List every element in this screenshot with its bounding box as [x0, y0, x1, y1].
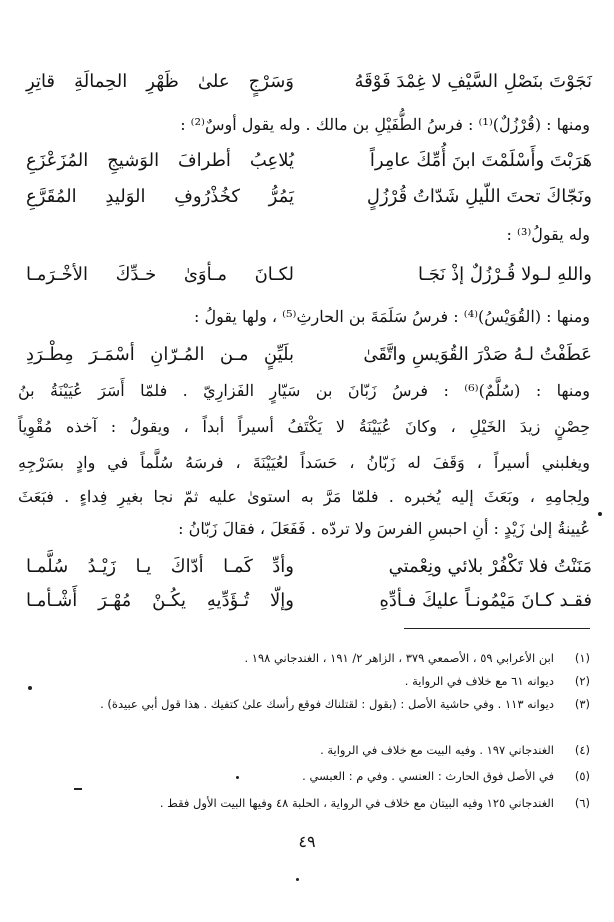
verse-hemistich-left: وأدِّ كَمـا أدّاكَ يـا زَيْـدُ سُلَّمـا	[26, 556, 294, 577]
prose-line-wa-lahu: وله يقولُ⁽³⁾ :	[506, 225, 590, 244]
verse-hemistich-left: يَمُرُّ كخُذْرُوفِ الوَليدِ المُقَرَّعِ	[26, 186, 294, 207]
verse-hemistich-right: مَنَنْتُ فلا تَكْفُرْ بلائي ونِعْمتي	[388, 556, 592, 577]
verse-line-7	[26, 584, 592, 618]
verse-line-6	[26, 550, 592, 584]
prose-line-sullam-2: حِصْنٍ زيدَ الخَيْلِ ، وكانَ عُيَيْنَةُ لا يَكْتَفُ أسيراً أبداً ، ويقولُ : آخذه مُقْوِياً	[18, 417, 590, 436]
footnote-6	[92, 795, 590, 817]
prose-line-sullam-4: ولِجامِهِ ، وبَعَثَ إليه يُخبره . فلمّا مَرَّ به استوىٰ عليه ثمّ نجا بغيرِ فِداءٍ . فبَعَثَ	[18, 487, 590, 506]
footnote-separator	[404, 628, 590, 629]
prose-line-sullam-1: ومنها : (سُلَّمٌ)⁽⁶⁾ : فرسُ زَبّانَ بن سَيّارٍ الفَزارِيّ . فلمّا أَسَرَ عُيَيْنَةُ بنُ	[18, 381, 591, 400]
prose-line-sullam-3: ويغلبني أسيراً ، وَقَفَ له زَبّانُ ، حَسَداً لعُيَيْنَةَ ، فرسَهُ سُلَّماً في وادٍ بسَرْجِهِ	[18, 453, 590, 472]
footnote-2	[92, 673, 590, 695]
verse-line-4	[26, 258, 592, 292]
footnote-text: الغندجاني ١٩٧ . وفيه البيت مع خلاف في الرواية .	[320, 743, 554, 757]
verse-line-2	[26, 144, 592, 178]
verse-hemistich-left: وإلّا تُـؤَدِّيهِ يكُـنْ مُهْـرَ أَشْـأمـا	[26, 590, 294, 611]
verse-hemistich-right: هَرَبْتَ وأَسْلَمْتَ ابنَ أُمِّكَ عامِراً	[369, 150, 592, 171]
footnote-text: ديوانه ٦١ مع خلاف في الرواية .	[404, 674, 554, 688]
prose-line-qurzul: ومنها : (قُرْزُلٌ)⁽¹⁾ : فرسُ الطُّفَيْلِ بن مالك . وله يقول أوسٌ⁽²⁾ :	[180, 115, 590, 134]
footnote-1	[92, 650, 590, 672]
footnote-text: ديوانه ١١٣ . وفي حاشية الأصل : (بقول : لقتلناك فوقع رأسك علىٰ كتفيك . هذا قول أبي عبيدة) .	[100, 697, 554, 711]
footnote-number: (١)	[574, 651, 590, 665]
footnote-text: في الأصل فوق الحارث : العنسي . وفي م : العبسي .	[302, 769, 554, 783]
verse-hemistich-left: بلَيِّنٍ مـن المُـرّانِ أسْمَـرَ مِطْـرَدِ	[26, 344, 294, 365]
scan-speck	[28, 686, 32, 690]
verse-line-5	[26, 338, 592, 372]
scan-speck	[296, 878, 299, 881]
verse-line-1	[26, 65, 592, 99]
footnote-number: (٥)	[574, 769, 590, 783]
verse-hemistich-right: فقـد كـانَ مَيْمُونـاً عليكَ فـأدِّهِ	[379, 590, 592, 611]
scan-speck	[236, 776, 239, 779]
prose-line-sullam-5: عُيينةُ إلىٰ زَيْدٍ : أنِ احبسِ الفرسَ ولا تردّه . فَفَعَلَ ، فقالَ زَبّانُ :	[178, 519, 590, 538]
footnote-number: (٦)	[574, 796, 590, 810]
scan-speck	[598, 512, 602, 516]
footnote-number: (٢)	[574, 674, 590, 688]
verse-hemistich-left: يُلاعِبُ أطرافَ الوَشيجِ المُزَعْزَعِ	[26, 150, 294, 171]
verse-hemistich-right: نَجَوْتَ بنَصْلِ السَّيْفِ لا غِمْدَ فَوْقَهُ	[354, 71, 592, 92]
verse-hemistich-right: عَطَفْتُ لـهُ صَدْرَ القُوَيسِ واتَّقَىٰ	[363, 344, 592, 365]
footnote-3	[92, 696, 590, 736]
scan-speck	[74, 788, 82, 790]
verse-hemistich-right: واللهِ لـولا قُـرْزُلٌ إذْ نَجَـا	[418, 264, 592, 285]
verse-hemistich-left: وَسَرْجٍ علىٰ ظَهْرِ الحِمالَةِ قاتِرِ	[26, 71, 294, 92]
page-number: ٤٩	[298, 832, 316, 851]
footnote-number: (٤)	[574, 743, 590, 757]
footnote-text: الغندجاني ١٢٥ وفيه البيتان مع خلاف في الرواية ، الحلبة ٤٨ وفيها البيت الأول فقط .	[159, 796, 554, 810]
footnote-number: (٣)	[574, 697, 590, 711]
verse-hemistich-right: ونَجّاكَ تحتَ اللّيلِ شَدّاتُ قُرْزُلٍ	[366, 186, 592, 207]
footnote-4	[92, 742, 590, 764]
footnote-5	[92, 768, 590, 790]
prose-line-quways: ومنها : (القُوَيْسُ)⁽⁴⁾ : فرسُ سَلَمَةَ بن الحارثِ⁽⁵⁾ ، ولها يقولُ :	[193, 307, 590, 326]
verse-line-3	[26, 180, 592, 214]
footnote-text: ابن الأعرابي ٥٩ ، الأصمعي ٣٧٩ ، الزاهر ٢/ ١٩١ ، الغندجاني ١٩٨ .	[244, 651, 554, 665]
verse-hemistich-left: لكـانَ مـأوَىٰ خـدِّكَ الأخْـرَمـا	[26, 264, 294, 285]
